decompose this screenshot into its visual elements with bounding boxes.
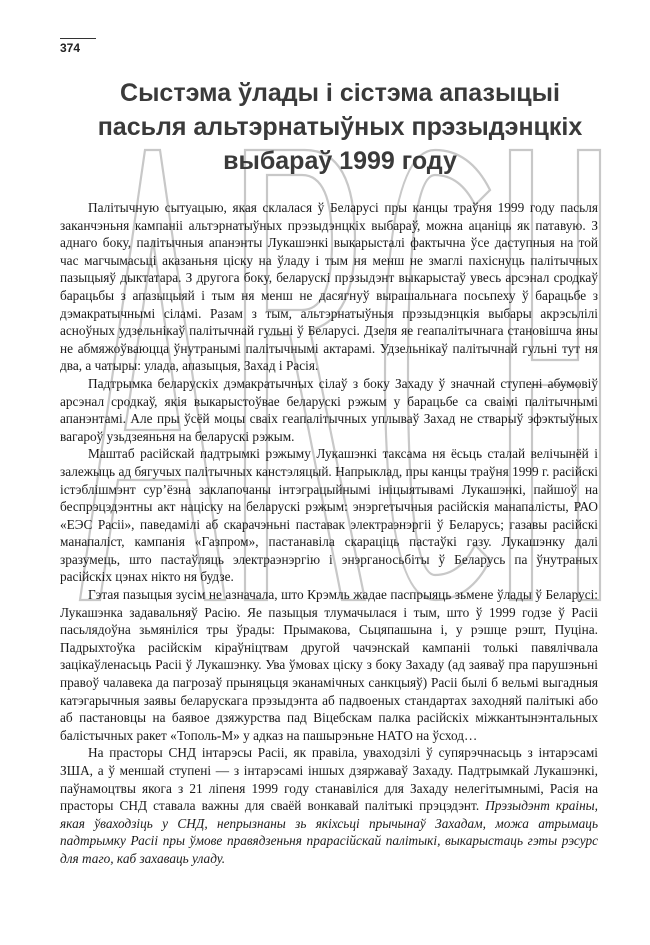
paragraph-3: Маштаб расійскай падтрымкі рэжыму Лукашэнкі таксама ня ёсьць сталай велічынёй і залежыць ад бягучых палітычных канстэляцый. Напрыклад, пры канцы траўня 1999 г. расійскі істэблішмэнт сур’ёзна заклапочаны інтэграцыйнымі ініцыятывамі Лукашэнкі, пайшоў на беспрэцэдэнтны акт націску на беларускі рэжым: энэргетычныя расійскія манапалісты, РАО «ЕЭС Расіі», паведамілі аб скарачэньні паставак электраэнэргіі ў Беларусь; газавы расійскі манапаліст, кампанія «Газпром», пастанавіла скараціць пастаўкі газу. Лукашэнку далі зразумець, што пастаўляць электраэнэргію і энэрганосьбіты ў Беларусь па ўнутраных расійскіх цэнах нікто ня будзе. bbox=[60, 446, 598, 585]
paragraph-4: Гэтая пазыцыя зусім не азначала, што Крэмль жадае паспрыяць зьмене ўлады ў Беларусі: Лукашэнка задавальняў Расію. Яе пазыцыя тлумачылася і тым, што ў 1999 годзе ў Расіі пасьлядоўна зьмяніліся тры ўрады: Прымакова, Сьцяпашына і, у рэшце рэшт, Пуціна. Падрыхтоўка расійскім кіраўніцтвам другой чачэнскай кампаніі толькі павялічвала зацікаўленасьць Расіі ў Лукашэнку. Ува ўмовах ціску з боку Захаду (ад заяваў пра парушэньні правоў чалавека да пагрозаў прыняцьця эканамічных санкцыяў) Расіі былі б вельмі выгадныя катэгарычныя заявы беларускага прэзыдэнта аб падвоеных стандартах заходняй палітыкі або аб пастановцы на баявое дзяжурства пад Віцебскам палка расійскіх міжкантынэнтальных балістычных ракет «Тополь-М» у адказ на пашырэньне НАТО на ўсход… bbox=[60, 587, 598, 743]
chapter-title bbox=[70, 76, 610, 178]
body-text bbox=[60, 199, 598, 868]
paragraph-5-italic: Прэзыдэнт краіны, якая ўваходзіць у СНД, непрызнаны зь якіхсьці прычынаў Захадам, можа атрымаць падтрымку Расіі пры ўмове правядзеньня прарасійскай палітыкі, выкарыстаць гэты рэсурс для таго, каб захаваць уладу. bbox=[60, 798, 599, 866]
page-number-rule bbox=[60, 38, 96, 39]
paragraph-5-text: На прасторы СНД інтарэсы Расіі, як правіла, уваходзілі ў супярэчнасьць з інтарэсамі ЗША, а ў меншай ступені — з інтарэсамі іншых дзяржаваў Захаду. Падтрымкай Лукашэнкі, паўнамоцтвы якога з 21 ліпеня 1999 году станавіліся для Захаду нелегітымнымі, Расія на прасторы СНД ставала важны для сваёй вонкавай палітыкі прэцэдэнт. bbox=[60, 745, 598, 814]
page-number: 374 bbox=[60, 41, 81, 55]
chapter-title-line-1: Сыстэма ўлады і сістэма апазыцыі bbox=[120, 79, 560, 107]
paragraph-5 bbox=[60, 744, 598, 867]
paragraph-1: Палітычную сытуацыю, якая склалася ў Беларусі пры канцы траўня 1999 году пасьля заканчэньня кампаніі альтэрнатыўных прэзыдэнцкіх выбараў, можна ацаніць як патавую. З аднаго боку, палітычныя апанэнты Лукашэнкі выкарысталі фактычна ўсе даступныя на той час магчымасьці аказаньня ціску на ўладу і тым ня менш не змаглі пахіснуць палітычных пазыцыяў дыктатара. З другога боку, беларускі прэзыдэнт выкарыстаў увесь арсэнал сродкаў барацьбы з апазыцыяй і тым ня менш не дасягнуў вырашальнага посьпеху ў барацьбе з дэмакратычнымі сіламі. Разам з тым, альтэрнатыўныя прэзыдэнцкія выбары акрэсьлілі асноўных удзельнікаў палітычнай гульні ў Беларусі. Дзеля яе геапалітычнага становішча яны не абмяжоўваюцца ўнутранымі палітычнымі актарамі. Удзельнікаў палітычнай гульні тут ня два, а чатыры: улада, апазыцыя, Захад і Расія. bbox=[60, 200, 598, 374]
chapter-title-line-3: выбараў 1999 году bbox=[223, 147, 457, 175]
paragraph-2: Падтрымка беларускіх дэмакратычных сілаў з боку Захаду ў значнай ступені абумовіў арсэнал сродкаў, якія выкарыстоўвае беларускі рэжым у барацьбе са сваімі палітычнымі апанэнтамі. Але пры ўсёй моцы сваіх геапалітычных уплываў Захад не стварыў эфэктыўных вагароў узьдзеяньня на беларускі рэжым. bbox=[60, 375, 598, 444]
chapter-title-line-2: пасьля альтэрнатыўных прэзыдэнцкіх bbox=[97, 113, 583, 141]
